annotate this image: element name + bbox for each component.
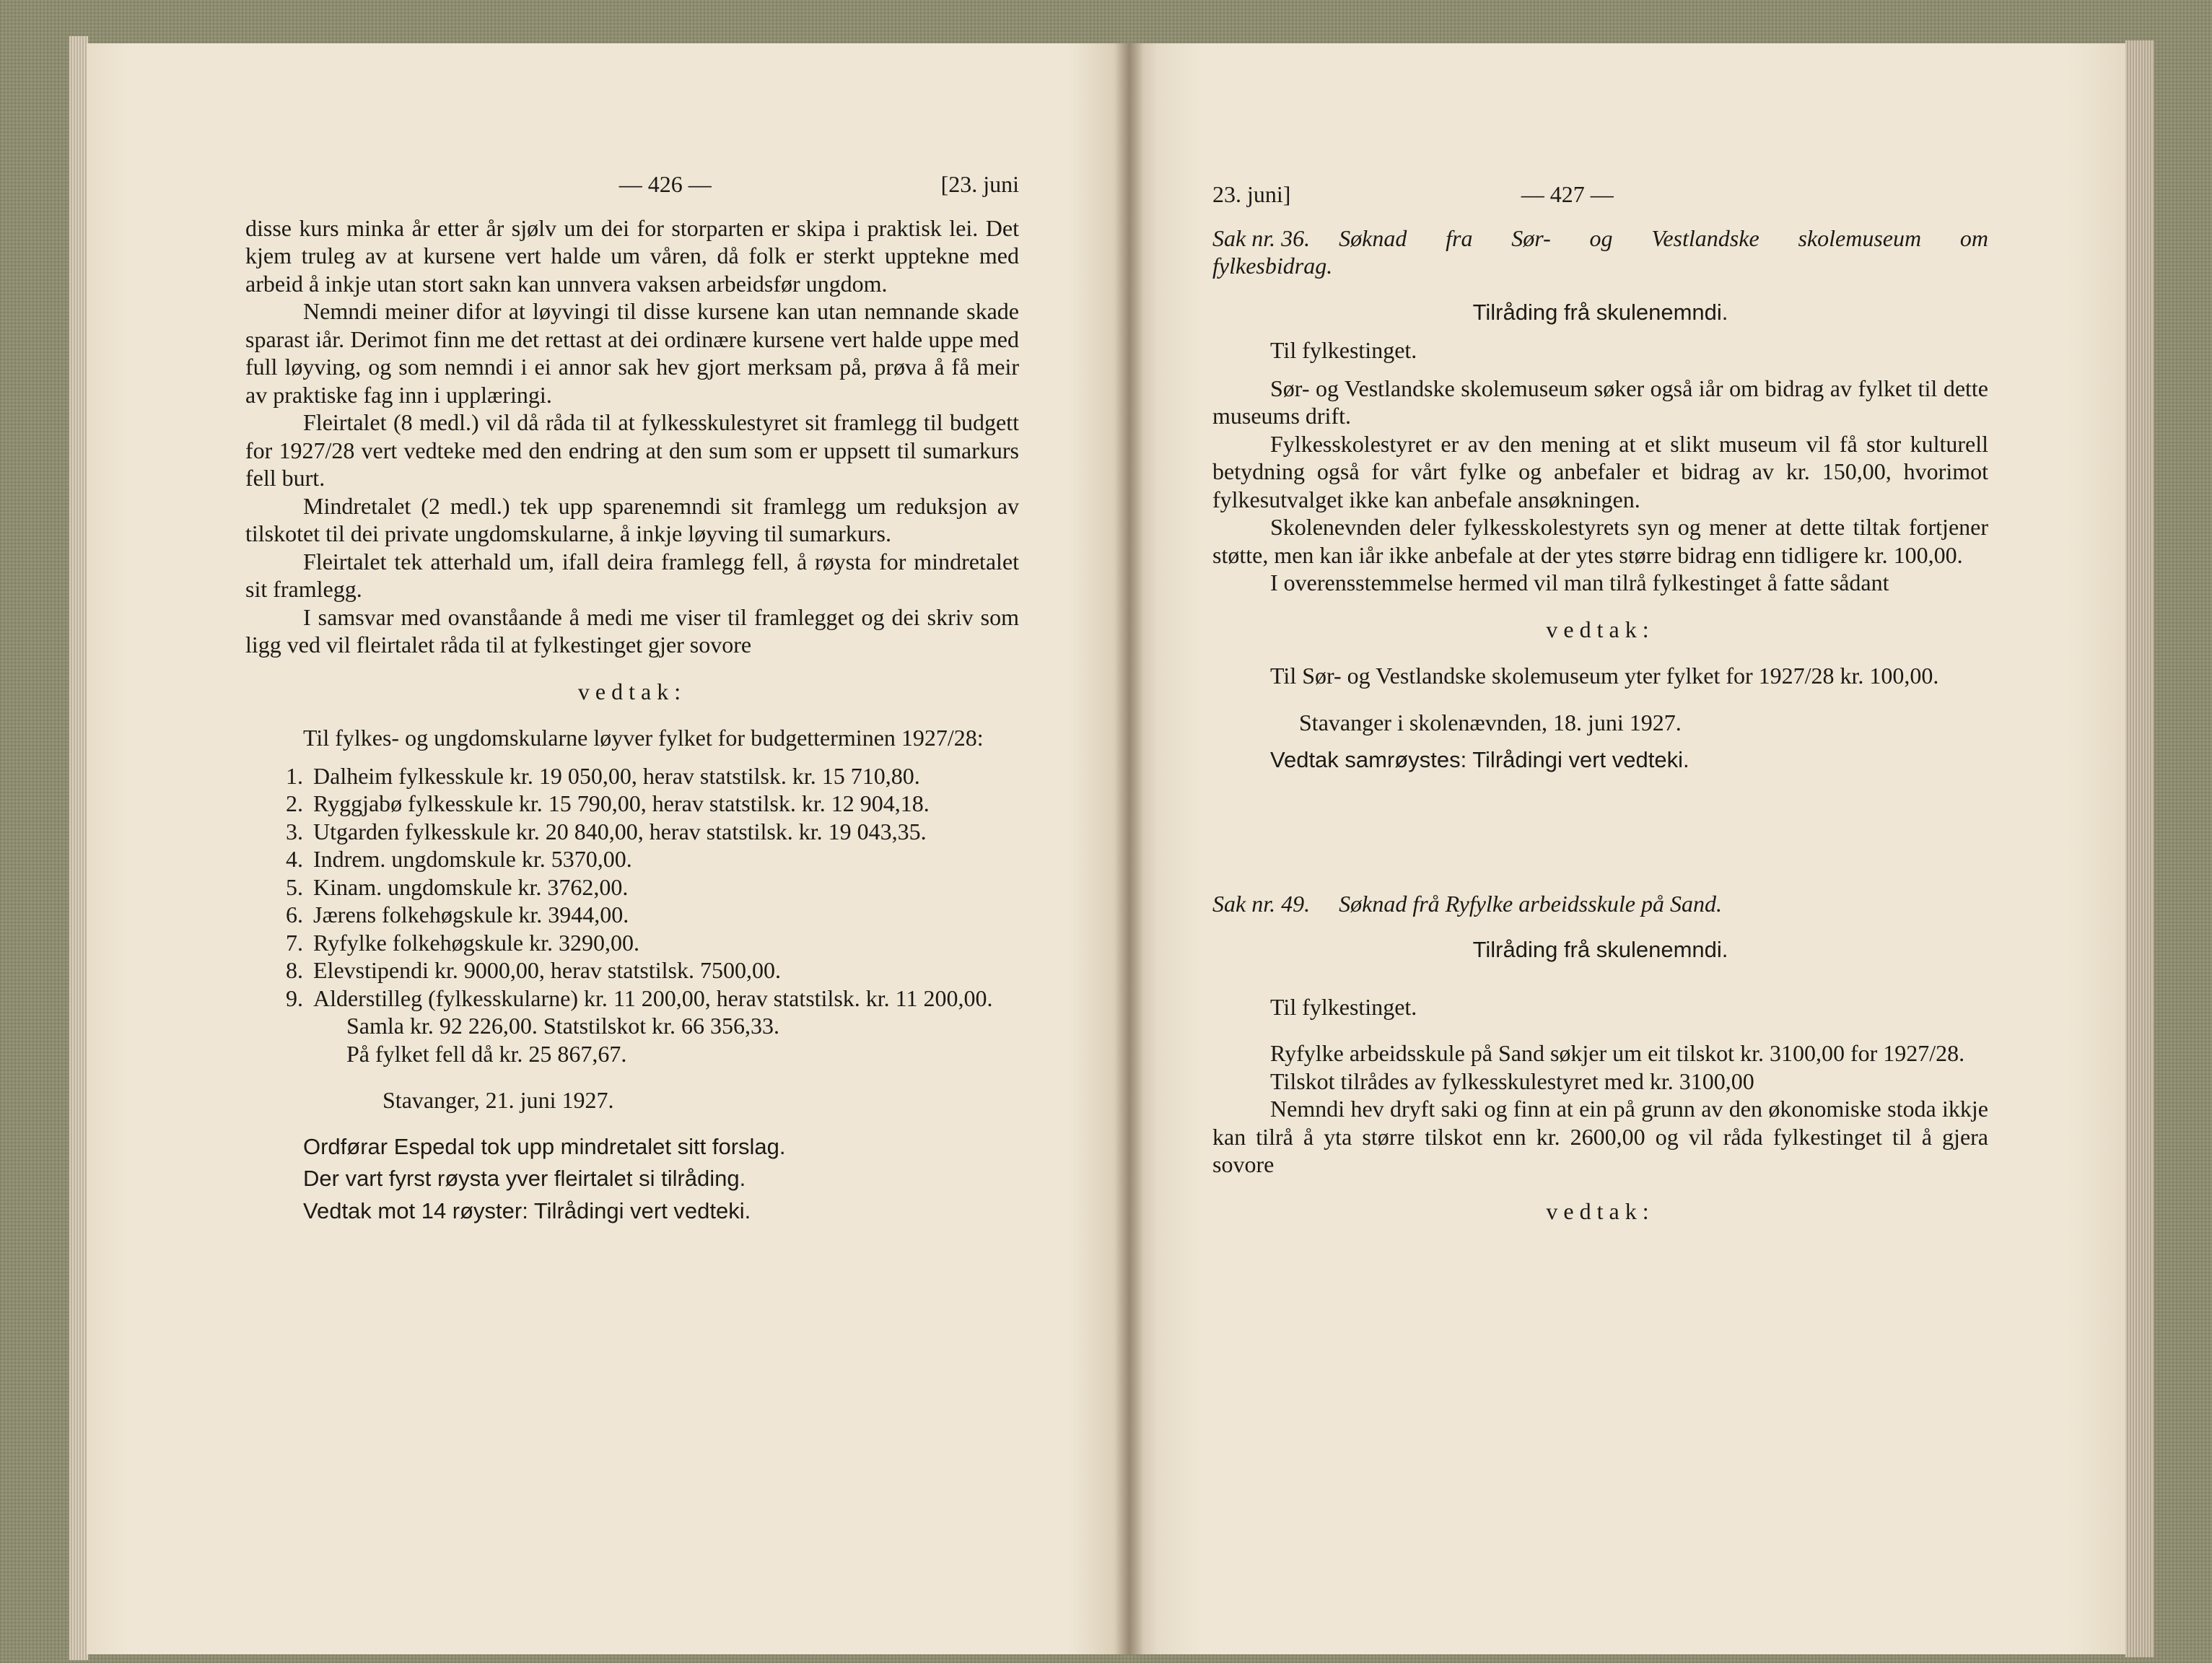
paragraph: Fylkesskolestyret er av den mening at et slikt museum vil få stor kulturell betydning også for vårt fylke og anbefaler et bidrag av kr. 150,00, hvorimot fylkesutvalget ikke kan anbefale ansøkningen. — [1212, 430, 1988, 512]
closing-line: Vedtak mot 14 røyster: Tilrådingi vert vedteki. — [303, 1197, 751, 1223]
list-item: 8. Elevstipendi kr. 9000,00, herav statstilsk. 7500,00. — [286, 957, 781, 983]
list-item: 1. Dalheim fylkesskule kr. 19 050,00, herav statstilsk. kr. 15 710,80. — [286, 762, 920, 789]
vedtak-label: vedtak: — [577, 678, 687, 704]
left-page-text — [245, 170, 1019, 1225]
place-date: Stavanger, 21. juni 1927. — [382, 1087, 614, 1113]
book-gutter — [1115, 43, 1144, 1654]
page-edges-right — [2125, 40, 2154, 1657]
paragraph: Sør- og Vestlandske skolemuseum søker også iår om bidrag av fylket til dette museums drift. — [1212, 375, 1988, 429]
list-item: 4. Indrem. ungdomskule kr. 5370,00. — [286, 846, 632, 872]
running-head: 23. juni] — [1212, 181, 1291, 207]
sak-36-heading: Tilråding frå skulenemndi. — [1472, 299, 1728, 325]
list-item: 6. Jærens folkehøgskule kr. 3944,00. — [286, 902, 629, 927]
page-number: — 427 — — [1521, 181, 1614, 207]
running-head: [23. juni — [940, 171, 1019, 197]
paragraph: Mindretalet (2 medl.) tek upp sparenemndi sit framlegg um reduksjon av tilskotet til dei private ungdomskularne, å inkje løyving til sumarkurs. — [245, 492, 1019, 546]
closing-line: Ordførar Espedal tok upp mindretalet sitt forslag. — [303, 1133, 786, 1159]
paragraph: Tilskot tilrådes av fylkesskulestyret med kr. 3100,00 — [1270, 1068, 1754, 1094]
closing-line: Der vart fyrst røysta yver fleirtalet si tilråding. — [303, 1166, 746, 1191]
list-item: 5. Kinam. ungdomskule kr. 3762,00. — [286, 873, 629, 900]
vedtak-label: vedtak: — [1546, 616, 1655, 642]
budget-list — [245, 762, 1019, 1013]
sak-36-result: Vedtak samrøystes: Tilrådingi vert vedteki. — [1270, 747, 1689, 772]
list-item: 2. Ryggjabø fylkesskule kr. 15 790,00, herav statstilsk. kr. 12 904,18. — [286, 790, 930, 816]
paragraph: Fleirtalet tek atterhald um, ifall deira framlegg fell, å røysta for mindretalet sit framlegg. — [245, 548, 1019, 602]
sak-36-addressee: Til fylkestinget. — [1270, 337, 1417, 363]
sak-49-title: Sak nr. 49. Søknad frå Ryfylke arbeidsskule på Sand. — [1212, 890, 1722, 917]
paragraph: Nemndi meiner difor at løyvingi til disse kursene kan utan nemnande skade sparast iår. Derimot finn me det rettast at dei ordinære kursene vert halde uppe med full løyving, og som nemndi i ei annor sak hev gjort merksam på, prøva å få meir av praktiske fag inn i upplæringi. — [245, 298, 1019, 408]
sak-36-title: Sak nr. 36. Søknad fra Sør- og Vestlandske skolemuseum om — [1212, 224, 1988, 251]
page-number: — 426 — — [618, 171, 712, 197]
sak-36-decision: Til Sør- og Vestlandske skolemuseum yter fylket for 1927/28 kr. 100,00. — [1270, 663, 1939, 689]
paragraph: Ryfylke arbeidsskule på Sand søkjer um eit tilskot kr. 3100,00 for 1927/28. — [1270, 1040, 1965, 1066]
total-line: Samla kr. 92 226,00. Statstilskot kr. 66 356,33. — [346, 1013, 780, 1039]
vedtak-label: vedtak: — [1546, 1197, 1655, 1224]
list-item: 9. Alderstilleg (fylkesskularne) kr. 11 200,00, herav statstilsk. kr. 11 200,00. — [286, 985, 993, 1011]
county-share-line: På fylket fell då kr. 25 867,67. — [346, 1040, 627, 1067]
sak-49-heading: Tilråding frå skulenemndi. — [1472, 937, 1728, 962]
right-page-text — [1212, 180, 1988, 1225]
paragraph: I overensstemmelse hermed vil man tilrå fylkestinget å fatte sådant — [1270, 569, 1889, 595]
left-page-header — [245, 170, 1019, 198]
paragraph: Skolenevnden deler fylkesskolestyrets syn og mener at dette tiltak fortjener støtte, men kan iår ikke anbefale at der ytes større bidrag enn tidligere kr. 100,00. — [1212, 514, 1988, 568]
place-date: Stavanger i skolenævnden, 18. juni 1927. — [1299, 709, 1682, 736]
list-item: 3. Utgarden fylkesskule kr. 20 840,00, herav statstilsk. kr. 19 043,35. — [286, 818, 927, 844]
paragraph: disse kurs minka år etter år sjølv um dei for storparten er skipa i praktisk lei. Det kjem truleg av at kursene vert halde um våren, då folk er sterkt upptekne med arbeid å inkje utan stort sakn kan unnvera vaksen arbeidsfør ungdom. — [245, 214, 1019, 297]
vedtak-intro: Til fylkes- og ungdomskularne løyver fylket for budgetterminen 1927/28: — [303, 725, 984, 751]
paragraph: I samsvar med ovanståande å medi me viser til framlegget og dei skriv som ligg ved vil fleirtalet råda til at fylkestinget gjer sovore — [245, 603, 1019, 658]
page-edges-left — [69, 36, 88, 1660]
sak-36-title-line2: fylkesbidrag. — [1212, 253, 1333, 279]
sak-49-addressee: Til fylkestinget. — [1270, 993, 1417, 1020]
paragraph: Nemndi hev dryft saki og finn at ein på grunn av den økonomiske stoda ikkje kan tilrå å yta større tilskot enn kr. 2600,00 og vil råda fylkestinget til å gjera sovore — [1212, 1096, 1988, 1177]
right-page-header — [1212, 180, 1988, 209]
list-item: 7. Ryfylke folkehøgskule kr. 3290,00. — [286, 929, 639, 956]
paragraph: Fleirtalet (8 medl.) vil då råda til at fylkesskulestyret sit framlegg til budgett for 1927/28 vert vedteke med den endring at den sum som er uppsett til sumarkurs fell burt. — [245, 409, 1019, 491]
